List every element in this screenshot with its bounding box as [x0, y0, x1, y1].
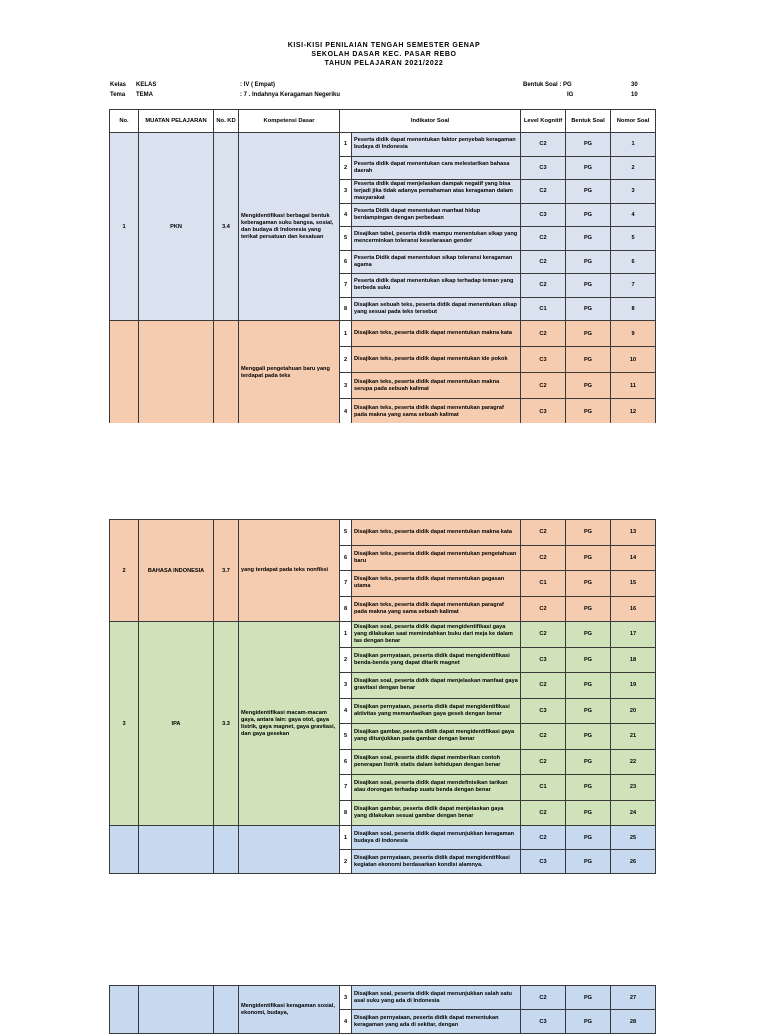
- level-kognitif: C3: [521, 647, 566, 673]
- col-muatan: MUATAN PELAJARAN: [139, 110, 214, 133]
- level-kognitif: C3: [521, 347, 566, 373]
- bentuk-soal: PG: [566, 180, 611, 204]
- indicator-number: 6: [340, 250, 352, 274]
- bentuk-soal: PG: [566, 986, 611, 1010]
- indicator-number: 8: [340, 596, 352, 622]
- level-kognitif: C2: [521, 622, 566, 648]
- indicator-text: Disajikan teks, peserta didik dapat menentukan gagasan utama: [352, 571, 521, 597]
- bentuk-soal: PG: [566, 850, 611, 874]
- indicator-number: 4: [340, 399, 352, 425]
- nomor-soal: 1: [611, 133, 656, 157]
- col-no: No.: [110, 110, 139, 133]
- indicator-text: Disajikan pernyataan, peserta didik dapat mengidentifikasi kegiatan ekonomi berdasarkan kondisi alamnya.: [352, 850, 521, 874]
- bentuk-soal: PG: [566, 227, 611, 251]
- indicator-number: 2: [340, 850, 352, 874]
- level-kognitif: C3: [521, 203, 566, 227]
- bentuk-soal: PG: [566, 203, 611, 227]
- nomor-soal: 3: [611, 180, 656, 204]
- indicator-number: 1: [340, 622, 352, 648]
- tema-value: : 7 . Indahnya Keragaman Negeriku: [240, 92, 341, 98]
- indicator-number: 4: [340, 1010, 352, 1034]
- level-kognitif: C1: [521, 775, 566, 801]
- level-kognitif: C3: [521, 156, 566, 180]
- indicator-number: 8: [340, 800, 352, 826]
- nomor-soal: 10: [611, 347, 656, 373]
- indicator-text: Disajikan soal, peserta didik dapat menjelaskan manfaat gaya gravitasi dengan benar: [352, 673, 521, 699]
- indicator-number: 1: [340, 826, 352, 850]
- indicator-text: Disajikan gambar, peserta didik dapat mengidentifikasi gaya yang ditunjukkan pada gambar dengan benar: [352, 724, 521, 750]
- doc-school: SEKOLAH DASAR KEC. PASAR REBO: [311, 51, 457, 58]
- bentuk-soal: PG: [566, 647, 611, 673]
- no-kd: 3.4: [214, 133, 239, 321]
- level-kognitif: C2: [521, 749, 566, 775]
- tema-key: TEMA: [136, 92, 153, 98]
- nomor-soal: 11: [611, 373, 656, 399]
- kisi-table-part2: [109, 519, 656, 874]
- row-no: 1: [110, 133, 139, 321]
- nomor-soal: 24: [611, 800, 656, 826]
- bentuk-soal: PG: [566, 622, 611, 648]
- indicator-number: 5: [340, 520, 352, 546]
- indicator-text: Peserta Didik dapat menentukan manfaat hidup berdampingan dengan perbedaan: [352, 203, 521, 227]
- indicator-number: 6: [340, 749, 352, 775]
- indicator-text: Disajikan teks, peserta didik dapat menentukan paragraf pada makna yang sama sebuah kalimat: [352, 399, 521, 425]
- nomor-soal: 7: [611, 274, 656, 298]
- col-indikator: Indikator Soal: [340, 110, 521, 133]
- level-kognitif: C2: [521, 250, 566, 274]
- bentuk-soal: PG: [566, 1010, 611, 1034]
- nomor-soal: 4: [611, 203, 656, 227]
- kompetensi-dasar: Mengidentifikasi keragaman sosial, ekonomi, budaya,: [239, 986, 340, 1034]
- bentuk-soal-sub: IG: [567, 92, 574, 98]
- indicator-text: Disajikan soal, peserta didik dapat mengidentifikasi gaya yang dilakukan saat memindahkan buku dari meja ke dalam tas dengan benar: [352, 622, 521, 648]
- nomor-soal: 26: [611, 850, 656, 874]
- indicator-text: Disajikan teks, peserta didik dapat menentukan pengetahuan baru: [352, 545, 521, 571]
- level-kognitif: C2: [521, 520, 566, 546]
- level-kognitif: C2: [521, 800, 566, 826]
- indicator-text: Disajikan teks, peserta didik dapat menentukan makna kata: [352, 520, 521, 546]
- level-kognitif: C2: [521, 596, 566, 622]
- row-no: 2: [110, 520, 139, 622]
- nomor-soal: 5: [611, 227, 656, 251]
- col-level: Level Kognitif: [521, 110, 566, 133]
- kisi-table-part1: [109, 109, 656, 425]
- indicator-text: Disajikan pernyataan, peserta didik dapat mengidentifikasi aktivitas yang memanfaatkan gaya gesek dengan benar: [352, 698, 521, 724]
- kisi-table-part3: [109, 985, 656, 1034]
- indicator-text: Peserta didik dapat menentukan cara melestarikan bahasa daerah: [352, 156, 521, 180]
- muatan-pelajaran: [139, 826, 214, 874]
- bentuk-soal-label: Bentuk Soal : PG: [523, 82, 572, 88]
- nomor-soal: 18: [611, 647, 656, 673]
- kompetensi-dasar: Mengidentifikasi berbagai bentuk keberagaman suku bangsa, sosial, dan budaya di Indonesia yang terikat persatuan dan kesatuan: [239, 133, 340, 321]
- page-break-gap: [0, 423, 768, 520]
- level-kognitif: C3: [521, 698, 566, 724]
- no-kd: 3.3: [214, 622, 239, 826]
- indicator-number: 3: [340, 180, 352, 204]
- table-row: [110, 826, 656, 850]
- table-row: [110, 622, 656, 648]
- nomor-soal: 9: [611, 321, 656, 347]
- nomor-soal: 14: [611, 545, 656, 571]
- indicator-text: Disajikan pernyataan, peserta didik dapat menentukan keragaman yang ada di sekitar, dengan: [352, 1010, 521, 1034]
- bentuk-soal: PG: [566, 321, 611, 347]
- indicator-text: Disajikan soal, peserta didik dapat mendefinisikan tarikan atau dorongan terhadap suatu benda dengan benar: [352, 775, 521, 801]
- nomor-soal: 15: [611, 571, 656, 597]
- table-row: [110, 321, 656, 347]
- table-row: [110, 133, 656, 157]
- indicator-text: Peserta Didik dapat menentukan sikap toleransi keragaman agama: [352, 250, 521, 274]
- row-no: [110, 321, 139, 425]
- nomor-soal: 28: [611, 1010, 656, 1034]
- indicator-text: Disajikan gambar, peserta didik dapat menjelaskan gaya yang dilakukan sesuai gambar dengan benar: [352, 800, 521, 826]
- doc-title: KISI-KISI PENILAIAN TENGAH SEMESTER GENAP: [287, 42, 481, 49]
- indicator-text: Peserta didik dapat menentukan faktor penyebab keragaman budaya di Indonesia: [352, 133, 521, 157]
- indicator-text: Disajikan soal, peserta didik dapat menunjukkan keragaman budaya di Indonesia: [352, 826, 521, 850]
- muatan-pelajaran: [139, 321, 214, 425]
- muatan-pelajaran: IPA: [139, 622, 214, 826]
- level-kognitif: C2: [521, 373, 566, 399]
- nomor-soal: 20: [611, 698, 656, 724]
- indicator-text: Disajikan soal, peserta didik dapat memberikan contoh penerapan listrik statis dalam kehidupan dengan benar: [352, 749, 521, 775]
- tema-label: Tema: [110, 92, 126, 98]
- row-no: [110, 986, 139, 1034]
- indicator-text: Disajikan sebuah teks, peserta didik dapat menentukan sikap yang sesuai pada teks tersebut: [352, 297, 521, 321]
- level-kognitif: C1: [521, 297, 566, 321]
- indicator-text: Disajikan teks, peserta didik dapat menentukan ide pokok: [352, 347, 521, 373]
- indicator-number: 1: [340, 133, 352, 157]
- level-kognitif: C3: [521, 399, 566, 425]
- indicator-number: 5: [340, 724, 352, 750]
- bentuk-soal: PG: [566, 775, 611, 801]
- indicator-text: Disajikan pernyataan, peserta didik dapat mengidentifikasi benda-benda yang dapat ditarik magnet: [352, 647, 521, 673]
- indicator-text: Disajikan teks, peserta didik dapat menentukan makna serupa pada sebuah kalimat: [352, 373, 521, 399]
- level-kognitif: C1: [521, 571, 566, 597]
- bentuk-soal: PG: [566, 520, 611, 546]
- muatan-pelajaran: [139, 986, 214, 1034]
- nomor-soal: 8: [611, 297, 656, 321]
- bentuk-soal: PG: [566, 156, 611, 180]
- nomor-soal: 25: [611, 826, 656, 850]
- indicator-number: 3: [340, 373, 352, 399]
- table-header-row: [110, 110, 656, 133]
- indicator-number: 7: [340, 274, 352, 298]
- table-row: [110, 986, 656, 1010]
- nomor-soal: 22: [611, 749, 656, 775]
- bentuk-soal: PG: [566, 347, 611, 373]
- kompetensi-dasar: Menggali pengetahuan baru yang terdapat pada teks: [239, 321, 340, 425]
- indicator-number: 4: [340, 698, 352, 724]
- bentuk-soal: PG: [566, 571, 611, 597]
- nomor-soal: 27: [611, 986, 656, 1010]
- bentuk-soal: PG: [566, 250, 611, 274]
- indicator-text: Peserta didik dapat menjelaskan dampak negatif yang bisa terjadi jika tidak adanya pemahaman atas keragaman dalam masyarakat: [352, 180, 521, 204]
- col-kompetensi: Kompetensi Dasar: [239, 110, 340, 133]
- bentuk-soal-count-pg: 30: [631, 82, 638, 88]
- level-kognitif: C2: [521, 227, 566, 251]
- indicator-number: 7: [340, 775, 352, 801]
- level-kognitif: C2: [521, 274, 566, 298]
- table-row: [110, 520, 656, 546]
- indicator-number: 2: [340, 156, 352, 180]
- page-break-gap: [0, 876, 768, 986]
- indicator-number: 5: [340, 227, 352, 251]
- col-no-kd: No. KD: [214, 110, 239, 133]
- col-bentuk: Bentuk Soal: [566, 110, 611, 133]
- bentuk-soal-count-ig: 10: [631, 92, 638, 98]
- no-kd: [214, 826, 239, 874]
- bentuk-soal: PG: [566, 596, 611, 622]
- kelas-value: : IV ( Empat): [240, 82, 276, 88]
- bentuk-soal: PG: [566, 274, 611, 298]
- bentuk-soal: PG: [566, 800, 611, 826]
- bentuk-soal: PG: [566, 133, 611, 157]
- no-kd: 3.7: [214, 520, 239, 622]
- nomor-soal: 6: [611, 250, 656, 274]
- kompetensi-dasar: yang terdapat pada teks nonfiksi: [239, 520, 340, 622]
- kompetensi-dasar: [239, 826, 340, 874]
- indicator-text: Disajikan tabel, peserta didik mampu menentukan sikap yang mencerminkan toleransi keselarasan gender: [352, 227, 521, 251]
- level-kognitif: C3: [521, 1010, 566, 1034]
- col-nomor: Nomor Soal: [611, 110, 656, 133]
- bentuk-soal: PG: [566, 724, 611, 750]
- bentuk-soal: PG: [566, 545, 611, 571]
- bentuk-soal: PG: [566, 673, 611, 699]
- indicator-number: 2: [340, 647, 352, 673]
- kelas-key: KELAS: [136, 82, 157, 88]
- nomor-soal: 17: [611, 622, 656, 648]
- no-kd: [214, 321, 239, 425]
- bentuk-soal: PG: [566, 698, 611, 724]
- level-kognitif: C2: [521, 673, 566, 699]
- nomor-soal: 13: [611, 520, 656, 546]
- nomor-soal: 21: [611, 724, 656, 750]
- indicator-number: 3: [340, 986, 352, 1010]
- nomor-soal: 19: [611, 673, 656, 699]
- indicator-text: Disajikan soal, peserta didik dapat menunjukkan salah satu asal suku yang ada di Indonesia: [352, 986, 521, 1010]
- no-kd: [214, 986, 239, 1034]
- level-kognitif: C2: [521, 826, 566, 850]
- indicator-number: 8: [340, 297, 352, 321]
- indicator-number: 4: [340, 203, 352, 227]
- bentuk-soal: PG: [566, 399, 611, 425]
- indicator-text: Disajikan teks, peserta didik dapat menentukan makna kata: [352, 321, 521, 347]
- nomor-soal: 2: [611, 156, 656, 180]
- nomor-soal: 23: [611, 775, 656, 801]
- nomor-soal: 16: [611, 596, 656, 622]
- indicator-text: Disajikan teks, peserta didik dapat menentukan paragraf pada makna yang sama sebuah kalimat: [352, 596, 521, 622]
- indicator-text: Peserta didik dapat menentukan sikap terhadap teman yang berbeda suku: [352, 274, 521, 298]
- indicator-number: 1: [340, 321, 352, 347]
- indicator-number: 3: [340, 673, 352, 699]
- bentuk-soal: PG: [566, 749, 611, 775]
- level-kognitif: C2: [521, 545, 566, 571]
- bentuk-soal: PG: [566, 373, 611, 399]
- level-kognitif: C2: [521, 180, 566, 204]
- bentuk-soal: PG: [566, 826, 611, 850]
- level-kognitif: C2: [521, 724, 566, 750]
- indicator-number: 7: [340, 571, 352, 597]
- indicator-number: 2: [340, 347, 352, 373]
- level-kognitif: C3: [521, 850, 566, 874]
- doc-year: TAHUN PELAJARAN 2021/2022: [324, 60, 444, 67]
- bentuk-soal: PG: [566, 297, 611, 321]
- level-kognitif: C2: [521, 986, 566, 1010]
- kompetensi-dasar: Mengidentifikasi macam-macam gaya, antara lain: gaya otot, gaya listrik, gaya magnet, gaya gravitasi, dan gaya gesekan: [239, 622, 340, 826]
- level-kognitif: C2: [521, 321, 566, 347]
- row-no: 3: [110, 622, 139, 826]
- kelas-label: Kelas: [110, 82, 127, 88]
- indicator-number: 6: [340, 545, 352, 571]
- nomor-soal: 12: [611, 399, 656, 425]
- muatan-pelajaran: PKN: [139, 133, 214, 321]
- muatan-pelajaran: BAHASA INDONESIA: [139, 520, 214, 622]
- row-no: [110, 826, 139, 874]
- level-kognitif: C2: [521, 133, 566, 157]
